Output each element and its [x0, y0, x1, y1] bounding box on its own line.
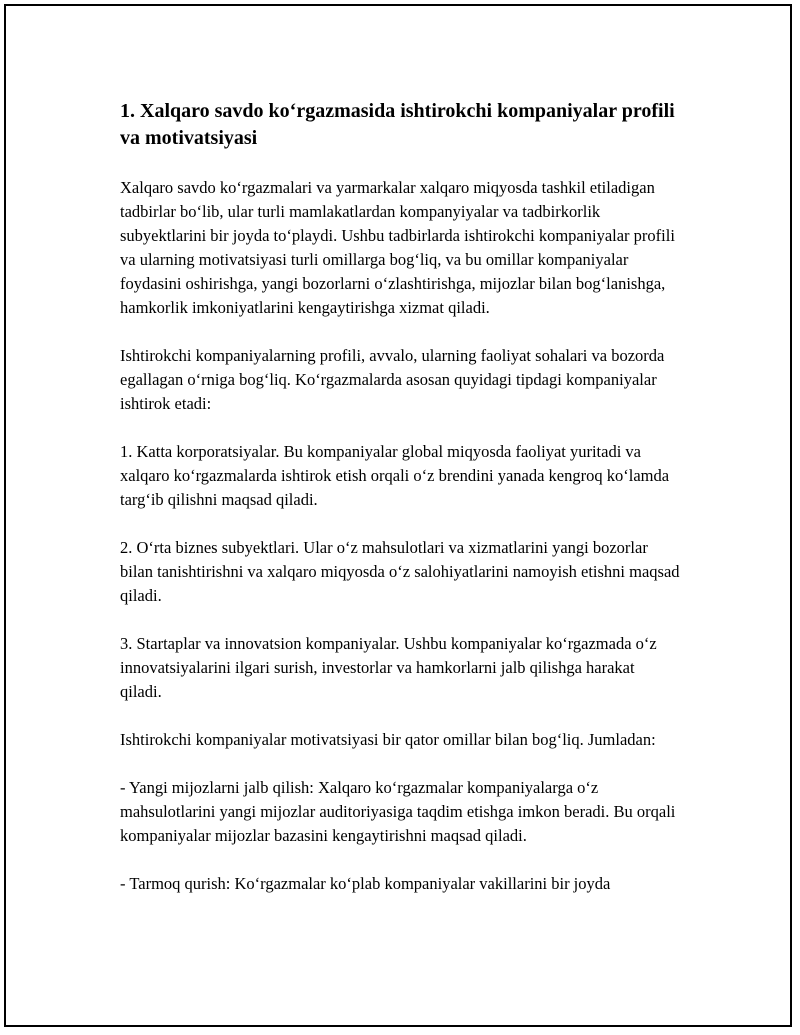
document-page — [4, 4, 792, 1027]
bullet-networking: - Tarmoq qurish: Ko‘rgazmalar ko‘plab kompaniyalar vakillarini bir joyda — [120, 874, 611, 893]
list-item-medium-business: 2. O‘rta biznes subyektlari. Ular o‘z mahsulotlari va xizmatlarini yangi bozorlar bilan tanishtirishni va xalqaro miqyosda o‘z salohiyatlarini namoyish etishni maqsad qiladi. — [120, 538, 680, 605]
section-heading: 1. Xalqaro savdo ko‘rgazmasida ishtirokchi kompaniyalar profili va motivatsiyasi — [120, 100, 675, 149]
document-content — [120, 98, 680, 920]
bullet-new-clients: - Yangi mijozlarni jalb qilish: Xalqaro ko‘rgazmalar kompaniyalarga o‘z mahsulotlarini yangi mijozlar auditoriyasiga taqdim etishga imkon beradi. Bu orqali kompaniyalar mijozlar bazasini kengaytirishni maqsad qiladi. — [120, 778, 676, 845]
paragraph-profile: Ishtirokchi kompaniyalarning profili, avvalo, ularning faoliyat sohalari va bozorda egallagan o‘rniga bog‘liq. Ko‘rgazmalarda asosan quyidagi tipdagi kompaniyalar ishtirok etadi: — [120, 346, 665, 413]
paragraph-motivation: Ishtirokchi kompaniyalar motivatsiyasi bir qator omillar bilan bog‘liq. Jumladan: — [120, 730, 656, 749]
list-item-startups: 3. Startaplar va innovatsion kompaniyalar. Ushbu kompaniyalar ko‘rgazmada o‘z innovatsiyalarini ilgari surish, investorlar va hamkorlarni jalb qilishga harakat qiladi. — [120, 634, 657, 701]
paragraph-intro: Xalqaro savdo ko‘rgazmalari va yarmarkalar xalqaro miqyosda tashkil etiladigan tadbirlar bo‘lib, ular turli mamlakatlardan kompanyiyalar va tadbirkorlik subyektlarini bir joyda to‘playdi. Ushbu tadbirlarda ishtirokchi kompaniyalar profili va ularning motivatsiyasi turli omillarga bog‘liq, va bu omillar kompaniyalar foydasini oshirishga, yangi bozorlarni o‘zlashtirishga, mijozlar bilan bog‘lanishga, hamkorlik imkoniyatlarini kengaytirishga xizmat qiladi. — [120, 178, 675, 317]
list-item-corporations: 1. Katta korporatsiyalar. Bu kompaniyalar global miqyosda faoliyat yuritadi va xalqaro ko‘rgazmalarda ishtirok etish orqali o‘z brendini yanada kengroq ko‘lamda targ‘ib qilishni maqsad qiladi. — [120, 442, 670, 509]
